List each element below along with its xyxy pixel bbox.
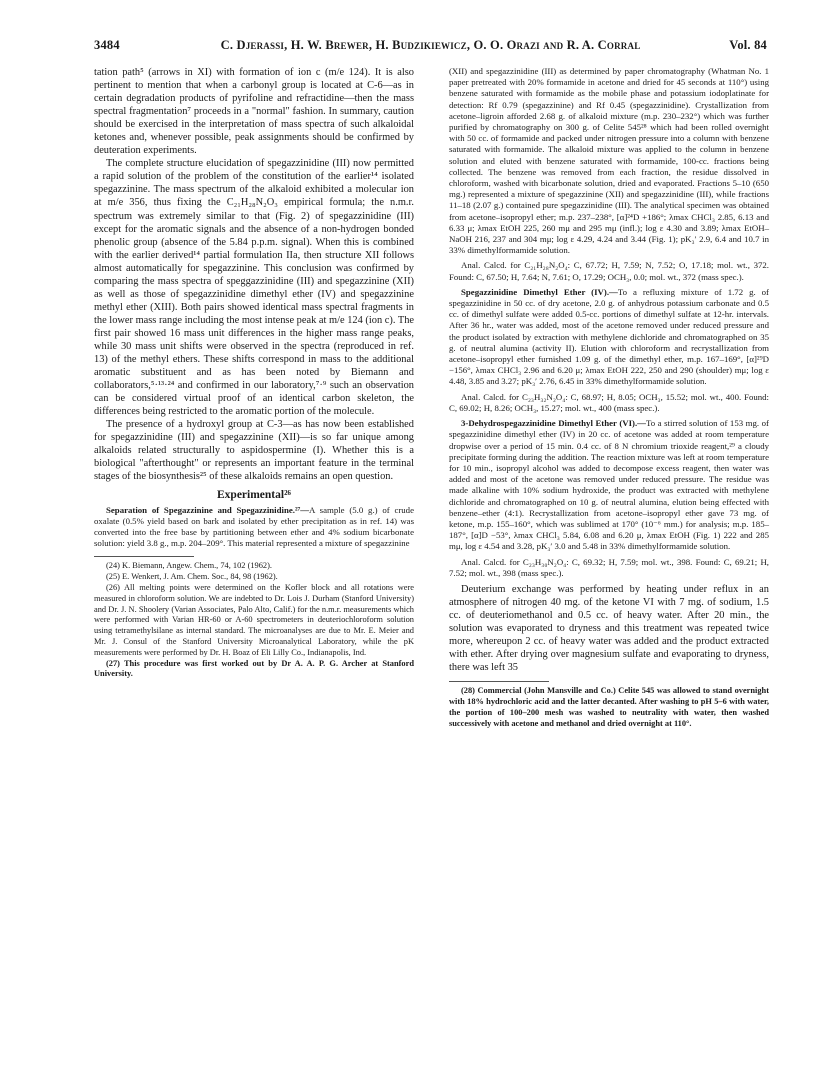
paragraph <box>94 505 414 550</box>
footnote: (24) K. Biemann, Angew. Chem., 74, 102 (1962). <box>106 561 273 571</box>
section-body: A sample (5.0 g.) of crude oxalate (0.5% yield based on bark and isolated by ether precipitation as in ref. 14) was converted into the free base by partitioning between ether and 4% sodium bicarbonate solution: yield 3.8 g., m.p. 204–209°. This material represented a mixture of spegazzinine <box>94 504 414 549</box>
footnote-rule <box>94 556 194 557</box>
paragraph: (XII) and spegazzinidine (III) as determined by paper chromatography (Whatman No. 1 paper pretreated with 20% formamide in acetone and dried for 45 seconds at 110°) using benzene saturated with formamide as the mobile phase and potassium iodoplatinate for detection: Rf 0.79 (spegazzinine) and Rf 0.45 (spegazzinidine). Crystallization from acetone–ligroin afforded 2.68 g. of alkaloid mixture (m.p. 230–232°) which was further purified by chromatography on 300 g. of Celite 545²⁸ which had been rolled overnight with 50 cc. of formamide and packed under nitrogen pressure into a column with benzene saturated with formamide. The alkaloid mixture was applied to the column in benzene solution and eluted with benzene saturated with formamide, 100-cc. fractions being collected. The benzene was removed from each fraction, the residue dissolved in chloroform, washed with bicarbonate solution, dried and evaporated. Fractions 5–10 (650 mg.) represented a mixture of spegazzinine (XII) and spegazzinidine (III), while fractions 11–18 (2.07 g.) contained pure spegazzinidine (III). The analytical specimen was obtained from acetone–isopropyl ether; m.p. 237–238°, [α]²⁴D +186°; λmax CHCl₃ 2.85, 6.13 and 6.33 μ; λmax EtOH 225, 260 mμ and 295 mμ (infl.); log ε 4.30 and 3.89; λmax EtOH–NaOH 216, 237 and 304 mμ; log ε 4.29, 4.24 and 3.44 (Fig. 1); pK₃′ 2.9, 6.4 and 10.7 in 33% dimethylformamide solution. <box>449 66 769 256</box>
section-title: 3-Dehydrospegazzinidine Dimethyl Ether (VI).— <box>461 418 646 429</box>
section-body: To a refluxing mixture of 1.72 g. of spegazzinidine in 50 cc. of dry acetone, 2.0 g. of anhydrous potassium carbonate and 0.5 cc. of dimethyl sulfate were added 0.5-cc. portions of dimethyl sulfate at 12-hr. intervals. After 36 hr., water was added, most of the acetone removed under reduced pressure and the product isolated by extraction with methylene dichloride and chromatographed on 35 g. of neutral alumina (activity II). Elution with chloroform and recrystallization from acetone–isopropyl ether furnished 1.09 g. of the dimethyl ether, m.p. 167–169°, [α]²⁹D −156°, λmax CHCl₃ 2.96 and 6.20 μ; λmax EtOH 222, 250 and 290 (shoulder) mμ; log ε 4.48, 3.85 and 3.27; pK₃′ 2.76, 6.45 in 33% dimethylformamide solution. <box>449 286 769 387</box>
paragraph: tation path⁵ (arrows in XI) with formation of ion c (m/e 124). It is also pertinent to mention that when a carbonyl group is located at C-6—as in certain degradation products of pyrifoline and refractidine—then the mass spectral fragmentation⁷ proceeds in a "normal" fashion. In summary, caution should be exercised in the interpretation of mass spectra of such alkaloidal ketones and, whenever possible, peak assignments should be confirmed by deuteration experiments. <box>94 67 414 157</box>
section-title: Separation of Spegazzinine and Spegazzinidine.²⁷— <box>106 504 310 515</box>
right-column <box>449 66 769 729</box>
volume-label: Vol. 84 <box>729 38 767 52</box>
author-line: C. Djerassi, H. W. Brewer, H. Budzikiewicz, O. O. Orazi and R. A. Corral <box>220 38 641 52</box>
paragraph: The complete structure elucidation of spegazzinidine (III) now permitted a rapid solution of the problem of the constitution of the earlier¹⁴ isolated spegazzinine. The mass spectrum of the alkaloid exhibited a molecular ion at m/e 356, thus fixing the C₂₁H₂₈N₂O₃ empirical formula; the n.m.r. spectrum was extremely similar to that (Fig. 2) of spegazzinidine (III) except for the aromatic signals and the absence of a non-hydrogen bonded phenolic group (absence of the 5.84 p.p.m. signal). When this is combined with the earlier derived¹⁴ partial formulation IIa, then structure XII follows almost automatically for spegazzinine. This conclusion was confirmed by comparing the mass spectra of speggazzinidine (III) and spegazzinine (XII) as well as those of spegazzinidine dimethyl ether (IV) and spegazzinine methyl ether (XIII). Both pairs showed identical mass spectral fragments in the lower mass range including the most intense peak at m/e 124 (ion c). The first pair showed 16 mass unit differences in the higher mass range peaks, while 30 mass unit shifts were observed in the spectra (reproduced in ref. 13) of the methyl ethers. These shifts correspond in mass to the additional aromatic substituent and as has been noted by Biemann and collaborators,⁵·¹³·²⁴ and confirmed in our laboratory,⁷·⁹ such an observation can be considered virtual proof of an identical carbon skeleton, the differences being restricted to the aromatic portion of the molecule. <box>94 158 414 418</box>
footnote: (26) All melting points were determined on the Kofler block and all rotations were measured in chloroform solution. We are indebted to Dr. Lois J. Durham (Stanford University) and Dr. J. N. Shoolery (Varian Associates, Palo Alto, Calif.) for the n.m.r. measurements which were performed with Varian HR-60 or A-60 spectrometers in deuteriochloroform solution using tetramethylsilane as internal standard. The microanalyses are due to Mr. E. Meier and Mr. J. Consul of the Stanford University Microanalytical Laboratory, while the pK measurements were performed by Dr. H. Boaz of Eli Lilly Co., Indianapolis, Ind. <box>94 582 414 657</box>
footnote-rule <box>449 681 549 682</box>
paragraph: The presence of a hydroxyl group at C-3—as has now been established for spegazzinidine (III) and spegazzinine (XII)—is so far unique among alkaloids related structurally to aspidospermine (I). Whether this is a biological "afterthought" or represents an important feature in the terminal stages of the biosynthesis²⁵ of these alkaloids remains an open question. <box>94 419 414 483</box>
running-header <box>94 38 767 56</box>
paragraph <box>449 418 769 552</box>
analysis: Anal. Calcd. for C₂₃H₃₂N₂O₄: C, 68.97; H, 8.05; OCH₃, 15.52; mol. wt., 400. Found: C, 69.02; H, 8.26; OCH₃, 15.27; mol. wt., 400 (mass spec.). <box>449 391 769 413</box>
paragraph <box>449 287 769 388</box>
footnote: (28) Commercial (John Mansville and Co.) Celite 545 was allowed to stand overnight with 18% hydrochloric acid and the latter decanted. After washing to pH 5–6 with water, the portion of 100–200 mesh was washed to neutrality with water, then washed successively with acetone and methanol and dried overnight at 110°. <box>449 686 769 728</box>
footnote: (25) E. Wenkert, J. Am. Chem. Soc., 84, 98 (1962). <box>106 572 278 582</box>
analysis: Anal. Calcd. for C₂₁H₂₈N₂O₄: C, 67.72; H, 7.59; N, 7.52; O, 17.18; mol. wt., 372. Found: C, 67.50; H, 7.64; N, 7.61; O, 17.29; OCH₃, 0.0; mol. wt., 372 (mass spec.). <box>449 260 769 282</box>
analysis: Anal. Calcd. for C₂₃H₃₀N₂O₄: C, 69.32; H, 7.59; mol. wt., 398. Found: C, 69.21; H, 7.52; mol. wt., 398 (mass spec.). <box>449 556 769 578</box>
page-number: 3484 <box>94 38 120 52</box>
section-body: To a stirred solution of 153 mg. of spegazzinidine dimethyl ether (IV) in 20 cc. of acetone was added at room temperature dropwise over a period of 15 min. 0.4 cc. of 8 N chromium trioxide reagent,²⁹ a cloudy precipitate forming during the addition. The reaction mixture was left at room temperature for 10 min., isopropyl alcohol was added to decompose excess reagent, then water was added and most of the acetone was removed under reduced pressure. The residue was made alkaline with 10% sodium hydroxide, the product was extracted with methylene dichloride and chromatographed on 10 g. of neutral alumina, elution being effected with benzene–ether (4:1). Recrystallization from acetone–isopropyl ether gave 73 mg. of ketone, m.p. 155–160°, which was sublimed at 170° (10⁻⁶ mm.) for analysis; m.p. 185–187°, [α]D −53°, λmax CHCl₃ 5.84, 6.08 and 6.20 μ, λmax EtOH (Fig. 1) 222 and 285 mμ, log ε 4.54 and 3.28, pK₃′ 3.0 and 5.48 in 33% dimethylformamide solution. <box>449 418 769 552</box>
experimental-heading: Experimental²⁶ <box>217 488 291 501</box>
section-title: Spegazzinidine Dimethyl Ether (IV).— <box>461 286 618 297</box>
footnote: (27) This procedure was first worked out by Dr A. A. P. G. Archer at Stanford University. <box>94 658 414 679</box>
paragraph: Deuterium exchange was performed by heating under reflux in an atmosphere of nitrogen 40 mg. of the ketone VI with 7 mg. of sodium, 1.5 cc. of deuteriomethanol and 0.5 cc. of heavy water. After 20 min., the solution was evaporated to dryness and this treatment was repeated twice more, whereupon 2 cc. of heavy water was added and the product extracted with ether. After drying over magnesium sulfate and evaporating to dryness, there was left 35 <box>449 583 769 674</box>
left-column <box>94 66 414 680</box>
